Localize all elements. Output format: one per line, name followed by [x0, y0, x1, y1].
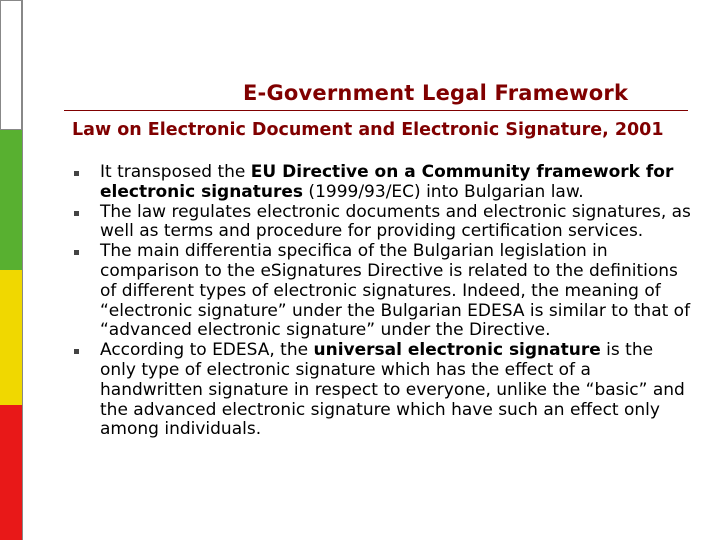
side-divider: [22, 0, 23, 540]
bullet-text: The main differentia specifica of the Bulgarian legislation in comparison to the eSignatures Directive is related to the definitions of different types of electronic signatures. Indeed, the meaning of “electronic signature” under the Bulgarian EDESA is similar to that of “advanced electronic signature” under the Directive.: [100, 241, 691, 341]
bullet-square-icon: [74, 349, 79, 354]
bullet-square-icon: [74, 171, 79, 176]
bullet-text-part: It transposed the: [100, 162, 251, 182]
bullet-text: The law regulates electronic documents and electronic signatures, as well as terms and procedure for providing certification services.: [100, 201, 691, 242]
bullet-text: [100, 340, 685, 439]
bullet-text-bold: EU Directive on a Community framework for electronic signatures: [100, 162, 674, 202]
bullet-text-bold: universal electronic signature: [313, 340, 601, 361]
bullet-item: [72, 242, 694, 341]
bullet-item: [72, 203, 694, 243]
title-rule: [64, 110, 688, 111]
side-stripe-white: [0, 0, 22, 130]
side-stripe-green: [0, 130, 22, 270]
section-heading: Law on Electronic Document and Electronic Signature, 2001: [72, 120, 664, 140]
bullet-item: [72, 341, 694, 440]
bullet-text: [100, 162, 673, 202]
side-stripe-red: [0, 405, 22, 540]
bullet-text-part: is the only type of electronic signature which has the effect of a handwritten signature in respect to everyone, unlike the “basic” and the advanced electronic signature which have such an effect only among individuals.: [100, 340, 685, 440]
bullet-square-icon: [74, 250, 79, 255]
bullet-item: [72, 163, 694, 203]
bullet-square-icon: [74, 211, 79, 216]
bullet-list: [72, 163, 694, 440]
bullet-text-part: (1999/93/EC) into Bulgarian law.: [303, 181, 584, 202]
side-stripe-yellow: [0, 270, 22, 405]
slide-title: E-Government Legal Framework: [243, 81, 629, 105]
bullet-text-part: According to EDESA, the: [100, 340, 314, 361]
